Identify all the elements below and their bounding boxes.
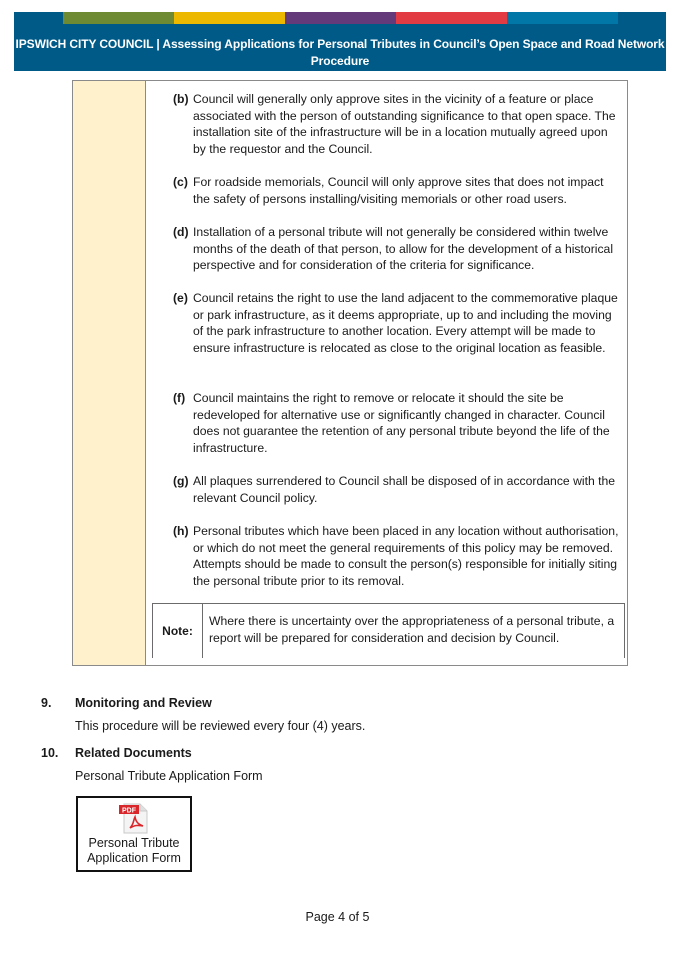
color-stripe bbox=[285, 12, 396, 24]
clause-d bbox=[173, 224, 623, 274]
table-left-column bbox=[73, 81, 146, 665]
pdf-file-icon bbox=[118, 802, 152, 834]
attachment-label-line1: Personal Tribute bbox=[88, 836, 180, 850]
attachment-personal-tribute-form[interactable] bbox=[76, 796, 192, 872]
clause-text: Council retains the right to use the land adjacent to the commemorative plaque or park infrastructure, as it deems appropriate, up to and including the moving of the park infrastructure to another location. Every attempt will be made to ensure infrastructure is relocated as close to the original location as feasible. bbox=[193, 291, 618, 355]
header-title bbox=[14, 36, 666, 70]
attachment-label-line2: Application Form bbox=[87, 851, 181, 865]
clause-f bbox=[173, 390, 623, 456]
section-body: Personal Tribute Application Form bbox=[75, 769, 263, 783]
clause-b bbox=[173, 91, 623, 157]
clause-h bbox=[173, 523, 623, 589]
clause-text: Installation of a personal tribute will not generally be considered within twelve months of the death of that person, to allow for the development of a historical perspective and for consideration of the criteria for significance. bbox=[193, 225, 614, 273]
clause-label: (h) bbox=[173, 524, 189, 538]
clause-text: For roadside memorials, Council will only approve sites that does not impact the safety of persons installing/visiting memorials or other road users. bbox=[193, 175, 604, 206]
svg-text:PDF: PDF bbox=[122, 807, 136, 815]
section-number: 9. bbox=[41, 696, 52, 710]
section-title-related-documents: Related Documents bbox=[75, 746, 192, 760]
note-text: Where there is uncertainty over the appropriateness of a personal tribute, a report will be prepared for consideration and decision by Council. bbox=[209, 614, 615, 645]
header-title-line2: Procedure bbox=[310, 54, 370, 68]
clause-label: (c) bbox=[173, 175, 188, 189]
clause-label: (d) bbox=[173, 225, 189, 239]
clause-label: (f) bbox=[173, 391, 186, 405]
clause-g bbox=[173, 473, 623, 506]
clause-text: Council maintains the right to remove or relocate it should the site be redeveloped for alternative use or significantly changed in character. Council does not guarantee the retention of any personal tribute beyond the life of the infrastructure. bbox=[193, 391, 610, 455]
color-stripe bbox=[174, 12, 285, 24]
note-box bbox=[152, 603, 625, 658]
section-title-monitoring: Monitoring and Review bbox=[75, 696, 212, 710]
clause-text: All plaques surrendered to Council shall be disposed of in accordance with the relevant Council policy. bbox=[193, 474, 616, 505]
page-number: Page 4 of 5 bbox=[305, 910, 370, 924]
note-label: Note: bbox=[153, 604, 203, 658]
clause-label: (e) bbox=[173, 291, 188, 305]
clause-label: (g) bbox=[173, 474, 189, 488]
clause-text: Personal tributes which have been placed in any location without authorisation, or which do not meet the general requirements of this policy may be removed. Attempts should be made to consult the person(s) responsible for initially siting the personal tribute prior to its removal. bbox=[193, 524, 619, 588]
color-stripe bbox=[507, 12, 618, 24]
clauses-table bbox=[72, 80, 628, 666]
clause-e bbox=[173, 290, 623, 356]
attachment-label bbox=[78, 836, 190, 866]
header-title-line1: IPSWICH CITY COUNCIL | Assessing Applications for Personal Tributes in Council’s Open Space and Road Network bbox=[15, 37, 665, 51]
document-header bbox=[14, 12, 666, 71]
clause-text: Council will generally only approve sites in the vicinity of a feature or place associated with the person of outstanding significance to that open space. The installation site of the infrastructure will be in a location mutually agreed upon by the requestor and the Council. bbox=[193, 92, 616, 156]
section-body: This procedure will be reviewed every four (4) years. bbox=[75, 719, 366, 733]
color-stripe bbox=[63, 12, 174, 24]
section-number: 10. bbox=[41, 746, 59, 760]
clause-label: (b) bbox=[173, 92, 189, 106]
color-stripe bbox=[396, 12, 507, 24]
clause-c bbox=[173, 174, 623, 207]
